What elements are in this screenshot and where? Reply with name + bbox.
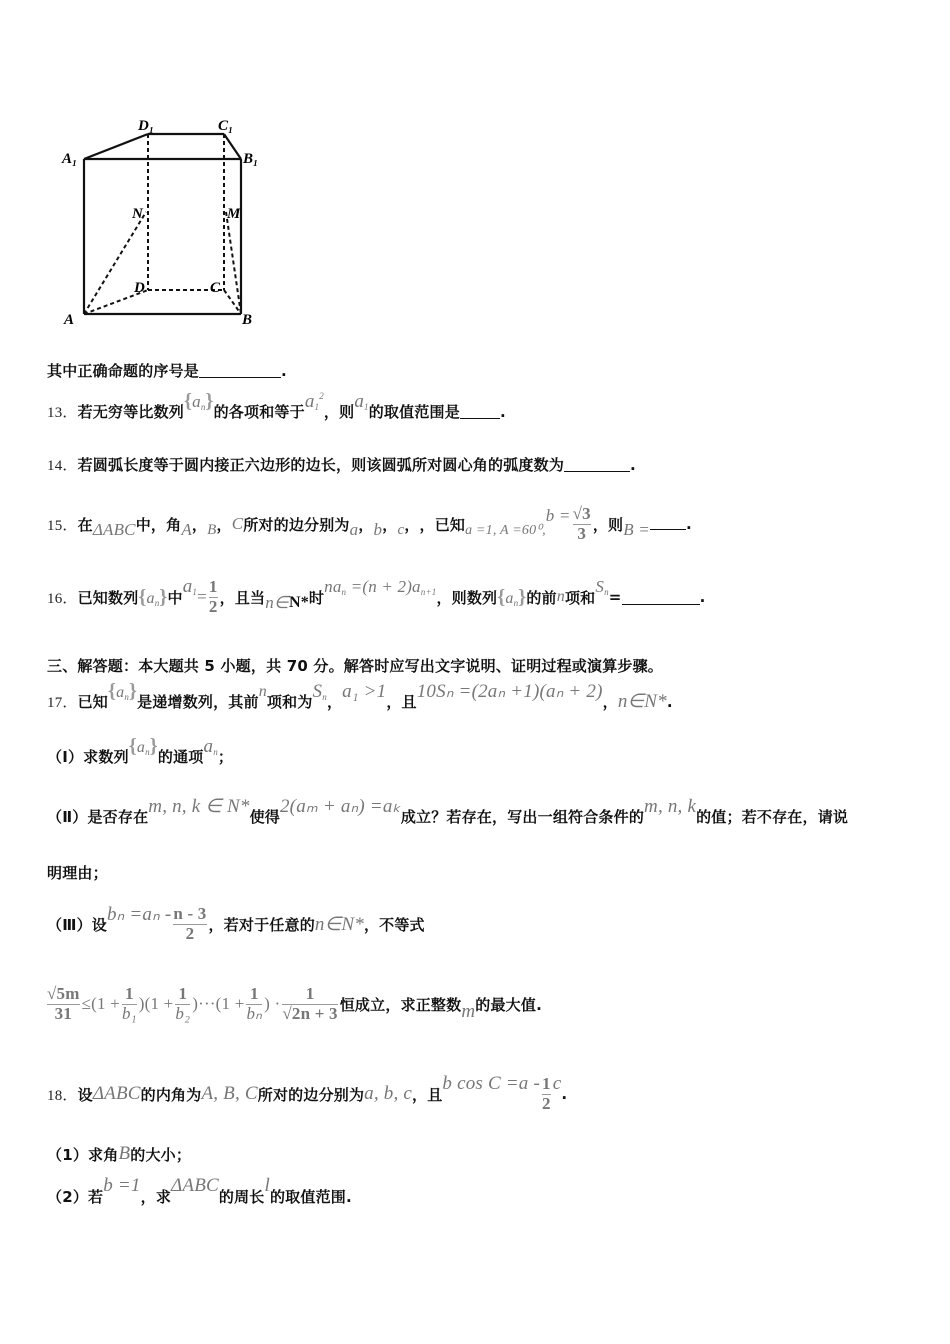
side-b: b <box>373 520 383 540</box>
denominator: b₂ <box>175 1003 191 1023</box>
q18-p2-text-4: 的取值范围. <box>269 1187 352 1206</box>
n-in: n∈ <box>265 593 289 613</box>
label-A: A <box>64 312 75 328</box>
period: . <box>499 402 506 421</box>
label-A1: A₁ <box>62 151 78 167</box>
denominator: 2 <box>541 1093 551 1113</box>
mnk-vars: m, n, k <box>644 795 697 817</box>
part-label: （2）若 <box>47 1187 104 1206</box>
q18-p1-text: 的大小； <box>130 1145 192 1164</box>
q17-text-2: 是递增数列，其前 <box>137 693 259 711</box>
triangle-abc: ΔABC <box>92 1083 141 1105</box>
question-number: 18． <box>47 1087 78 1104</box>
part-label: （Ⅰ）求数列 <box>47 748 129 766</box>
var-n: n <box>258 682 267 700</box>
q17-text-5: ， <box>602 693 618 711</box>
angle-C: C <box>231 514 244 534</box>
q17-p3-text-2: ，若对于任意的 <box>208 915 315 934</box>
label-D: D <box>134 280 145 296</box>
Sn: $S_n$ <box>312 680 327 702</box>
var-B: B <box>118 1143 131 1164</box>
question-number: 14． <box>47 458 78 474</box>
side-c: c <box>397 521 405 538</box>
angles-ABC: A, B, C <box>201 1083 258 1105</box>
q18-part-2 <box>47 1175 352 1207</box>
triangle-abc: ΔABC <box>171 1175 219 1196</box>
answer-blank[interactable] <box>564 457 630 472</box>
q17-p1-text: 的通项 <box>157 748 204 766</box>
part-label: （Ⅱ）是否存在 <box>47 808 149 826</box>
N-star: N* <box>288 594 309 612</box>
question-17: 17． 已知 $\{a_n\}$ 是递增数列，其前 n 项和为 $S_n$ ， a₁ >1 ，且 10Sₙ =(2aₙ +1)(aₙ + 2) ， n∈N* . <box>47 680 673 712</box>
side-a: a <box>349 520 359 540</box>
condition-equation: 2(aₘ + aₙ) =aₖ <box>279 796 401 817</box>
a1: $a_1$ <box>182 576 198 598</box>
a1: $a_1$ <box>354 390 369 412</box>
q17-text-3: 项和为 <box>266 693 313 711</box>
q16-text-5: ，则数列 <box>436 588 498 607</box>
q17-part-1 <box>47 735 234 768</box>
q13-text-2: 的各项和等于 <box>213 403 305 421</box>
period: . <box>561 1085 568 1104</box>
q15-text-5: ，则 <box>592 515 624 534</box>
answer-blank[interactable] <box>622 590 700 605</box>
leq-product-start: ≤(1 + <box>81 994 120 1014</box>
equals: = <box>608 588 622 607</box>
sequence-an: $\{a_n\}$ <box>108 680 138 702</box>
period: . <box>699 588 706 607</box>
q17-part-2 <box>47 795 849 828</box>
q17-p2-text-2: 使得 <box>249 808 280 826</box>
q17-p3-text-5: 的最大值. <box>475 995 542 1014</box>
recurrence: $na_n =(n + 2)a_{n+1}$ <box>324 577 437 598</box>
q12-answer-line <box>47 360 287 381</box>
b-equals: b = <box>545 506 571 526</box>
denominator: 31 <box>54 1003 72 1023</box>
fraction-n-3-over-2 <box>173 905 206 943</box>
q17-text-4: ，且 <box>386 693 417 711</box>
n-in-N-star: n∈N* <box>617 691 667 712</box>
q18-p2-text-2: ，求 <box>140 1187 172 1206</box>
semicolon: ； <box>217 748 234 766</box>
period: . <box>666 692 673 711</box>
q17-p3-text-3: ，不等式 <box>363 915 425 934</box>
period: . <box>281 361 287 380</box>
q17-text-1: 已知 <box>77 693 109 711</box>
label-B1: B₁ <box>243 151 259 167</box>
question-13 <box>47 390 506 423</box>
question-number: 17． <box>47 695 78 711</box>
denominator: 3 <box>577 523 587 543</box>
sum-equation: 10Sₙ =(2aₙ +1)(aₙ + 2) <box>416 681 603 702</box>
B-equals: B = <box>623 520 650 540</box>
period: . <box>685 515 692 534</box>
answer-blank[interactable] <box>199 363 281 378</box>
q18-text-2: 的内角为 <box>140 1085 202 1104</box>
label-B: B <box>242 312 253 328</box>
part-label: （1）求角 <box>47 1145 119 1164</box>
sequence-an: $\{a_n\}$ <box>497 585 527 608</box>
part-label: （Ⅲ）设 <box>47 915 107 934</box>
q13-text-3: ，则 <box>323 403 355 421</box>
denominator: 2 <box>208 596 218 616</box>
var-n: n <box>556 588 565 606</box>
mnk-set: m, n, k ∈ N* <box>148 796 250 817</box>
q16-text-7: 项和 <box>564 588 596 607</box>
sequence-an: $\{a_n\}$ <box>184 390 214 412</box>
bcosC-equation: b cos C =a - <box>442 1073 540 1095</box>
q18-part-1 <box>47 1143 191 1165</box>
q16-text-4: 时 <box>308 588 325 607</box>
b-equals-1: b =1 <box>103 1175 141 1196</box>
q12-text: 其中正确命题的序号是 <box>47 362 200 380</box>
label-C: C <box>210 280 221 296</box>
denominator: √2n + 3 <box>282 1003 338 1023</box>
question-14 <box>47 454 636 475</box>
numerator: √3 <box>572 504 591 523</box>
cuboid-diagram <box>60 110 270 330</box>
q18-text-4: ，且 <box>412 1085 443 1104</box>
angle-A: A <box>181 520 192 540</box>
q16-text-2: 中 <box>167 588 183 607</box>
question-number: 16． <box>47 590 78 607</box>
sequence-an: $\{a_n\}$ <box>128 735 158 757</box>
question-number: 13． <box>47 405 78 421</box>
q13-text-4: 的取值范围是 <box>368 403 460 421</box>
label-N: N <box>132 206 143 222</box>
fraction-lhs <box>47 985 80 1023</box>
fraction-1-over-sqrt <box>282 985 337 1023</box>
answer-blank[interactable] <box>650 519 686 530</box>
label-D1: D₁ <box>138 118 155 134</box>
answer-blank[interactable] <box>460 404 500 419</box>
sequence-an: $\{a_n\}$ <box>138 585 168 608</box>
label-M: M <box>227 206 241 222</box>
fraction-1-over-b1 <box>122 985 137 1023</box>
question-16 <box>47 578 705 616</box>
numerator: 1 <box>305 984 315 1003</box>
question-number: 15． <box>47 517 78 534</box>
bn-definition: bₙ =aₙ - <box>106 903 172 925</box>
geometry-figure <box>60 110 270 330</box>
question-18 <box>47 1075 567 1113</box>
period: . <box>630 455 636 474</box>
q18-p2-text-3: 的周长 <box>218 1187 265 1206</box>
n-in-N-star: n∈N* <box>314 913 364 935</box>
q16-text-1: 已知数列 <box>77 588 139 607</box>
numerator: n - 3 <box>173 904 207 923</box>
q13-text-1: 若无穷等比数列 <box>77 403 185 421</box>
inequality-line: $\frac{√5m}{31}$ ≤(1 + $\frac{1}{\text{b₁}}$ )(1 + $\frac{1}{\text{b₂}}$ )···(1 + $\frac{1}{\text{bₙ}}$ ) · $\frac{1}{√2n + 3}$ 恒成立，求正整数 m 的最大值. <box>47 984 542 1023</box>
equals: = <box>197 587 207 607</box>
q15-text-1: 在 <box>77 515 93 534</box>
a1-squared: $a_1^2$ <box>304 390 324 412</box>
fraction-1-over-2 <box>542 1075 551 1113</box>
q17-p2-text-3: 成立？若存在，写出一组符合条件的 <box>400 808 645 826</box>
q17-p2-text-4: 的值；若不存在，请说 <box>696 808 849 826</box>
fraction-1-over-b2 <box>175 985 190 1023</box>
given-values: a =1, A =60⁰, <box>465 522 546 538</box>
q17-p3-text-4: 恒成立，求正整数 <box>339 995 462 1014</box>
var-c: c <box>552 1073 562 1095</box>
q18-text-3: 所对的边分别为 <box>257 1085 365 1104</box>
var-m: m <box>461 1001 476 1023</box>
denominator: bₙ <box>246 1003 263 1023</box>
numerator: 1 <box>541 1074 551 1093</box>
q15-text-3: 所对的边分别为 <box>243 515 350 534</box>
an: $a_n$ <box>203 735 218 757</box>
fraction-1-over-bn <box>246 985 262 1023</box>
section-header: 三、解答题：本大题共 5 小题，共 70 分。解答时应写出文字说明、证明过程或演算步骤。 <box>47 657 664 675</box>
condition-a1: a₁ >1 <box>342 680 387 702</box>
numerator: 1 <box>178 984 188 1003</box>
sides-abc: a, b, c <box>364 1083 413 1105</box>
label-C1: C₁ <box>218 118 234 134</box>
dots: )···(1 + <box>192 994 245 1014</box>
Sn: $S_n$ <box>595 577 609 598</box>
q15-text-2: 中，角 <box>135 515 182 534</box>
q17-part-2-cont: 明理由； <box>47 864 108 882</box>
q14-text: 若圆弧长度等于圆内接正六边形的边长，则该圆弧所对圆心角的弧度数为 <box>77 456 565 474</box>
angle-B: B <box>207 521 217 538</box>
triangle-abc: ΔABC <box>92 520 136 540</box>
fraction-sqrt3-over-3 <box>573 505 591 543</box>
fraction-1-over-2 <box>209 578 218 616</box>
denominator: 2 <box>185 923 195 943</box>
question-15: 15． 在 ΔABC 中，角 A ， B ， C 所对的边分别为 a ， b ， c ， ，已知 a =1, A =60⁰, b = $\frac{√3}{3}$ ，则 B = . <box>47 504 692 543</box>
q16-text-6: 的前 <box>526 588 557 607</box>
denominator: b₁ <box>121 1003 137 1023</box>
q16-text-3: ，且当 <box>219 588 266 607</box>
numerator: √5m <box>47 984 80 1003</box>
q18-text-1: 设 <box>77 1085 93 1104</box>
numerator: 1 <box>249 984 259 1003</box>
q17-part-3 <box>47 905 425 943</box>
var-l: l <box>264 1175 270 1196</box>
numerator: 1 <box>208 577 218 596</box>
q15-text-4: ，已知 <box>419 515 466 534</box>
numerator: 1 <box>124 984 134 1003</box>
